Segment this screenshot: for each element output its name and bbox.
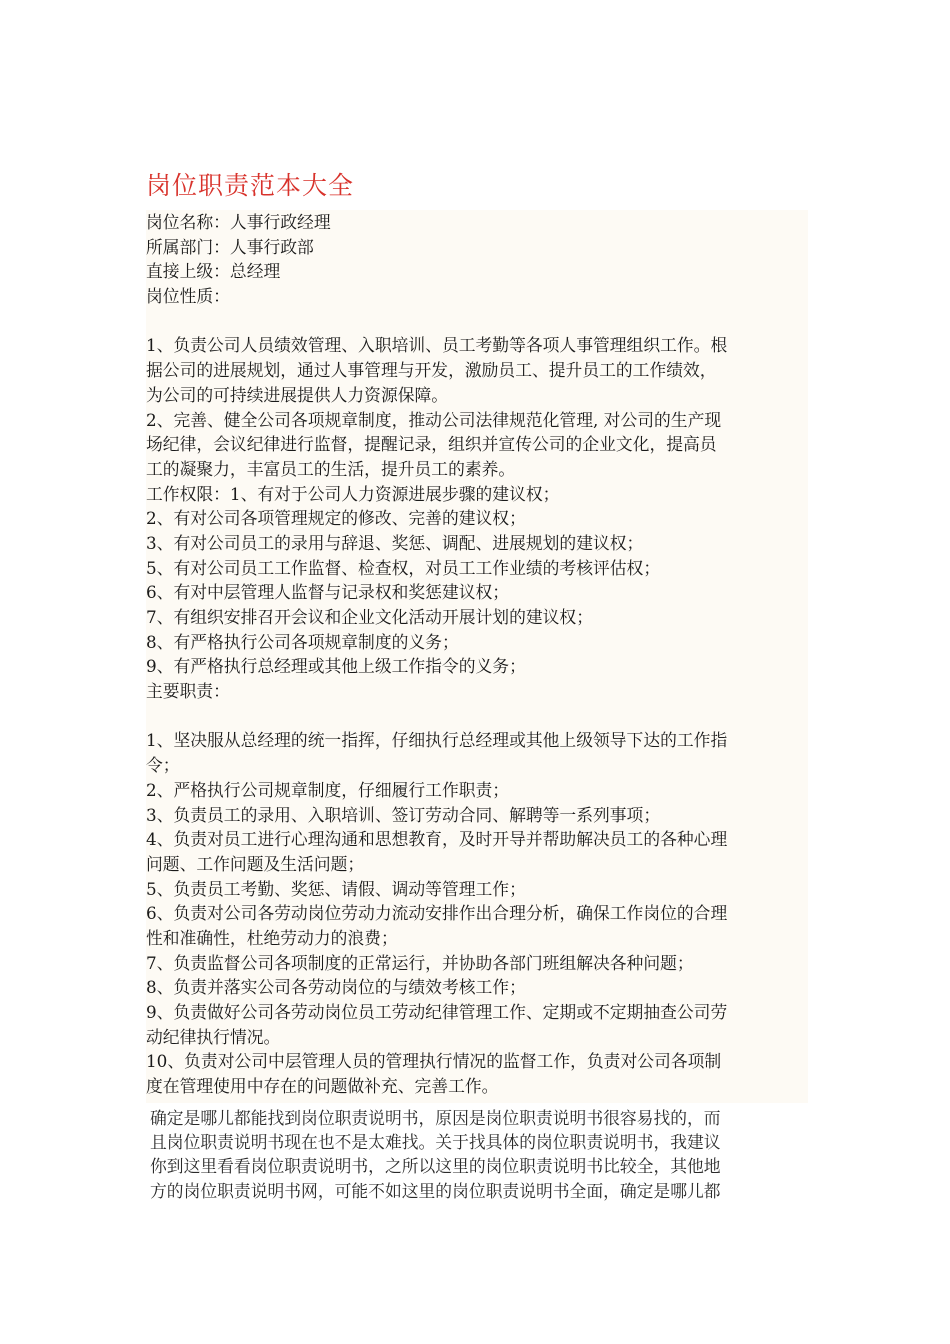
body-line: 9、负责做好公司各劳动岗位员工劳动纪律管理工作、定期或不定期抽查公司劳 xyxy=(146,1002,728,1022)
blank-line xyxy=(146,704,808,729)
document-title: 岗位职责范本大全 xyxy=(146,171,355,200)
footer-line: 确定是哪儿都能找到岗位职责说明书，原因是岗位职责说明书很容易找的，而 xyxy=(150,1108,721,1128)
body-line: 2、完善、健全公司各项规章制度，推动公司法律规范化管理, 对公司的生产现 xyxy=(146,409,722,430)
body-line: 主要职责： xyxy=(146,681,230,702)
body-line: 5、有对公司员工工作监督、检查权，对员工工作业绩的考核评估权； xyxy=(146,557,661,578)
body-line: 工的凝聚力，丰富员工的生活，提升员工的素养。 xyxy=(146,458,516,479)
body-line: 8、负责并落实公司各劳动岗位的与绩效考核工作； xyxy=(146,977,526,998)
body-line: 1、坚决服从总经理的统一指挥，仔细执行总经理或其他上级领导下达的工作指 xyxy=(146,730,728,751)
body-line: 性和准确性，杜绝劳动力的浪费； xyxy=(146,927,398,948)
body-line: 6、有对中层管理人监督与记录权和奖惩建议权； xyxy=(146,582,510,603)
document-body xyxy=(146,210,808,1103)
body-line: 场纪律，会议纪律进行监督，提醒记录，组织并宣传公司的企业文化，提高员 xyxy=(146,434,717,455)
body-line: 工作权限：1、有对于公司人力资源进展步骤的建议权； xyxy=(146,483,560,504)
document-footer-paragraph xyxy=(146,1106,808,1203)
body-line: 1、负责公司人员绩效管理、入职培训、员工考勤等各项人事管理组织工作。根 xyxy=(146,335,728,356)
body-line: 8、有严格执行公司各项规章制度的义务； xyxy=(146,631,459,652)
body-line: 动纪律执行情况。 xyxy=(146,1026,281,1047)
body-line: 7、有组织安排召开会议和企业文化活动开展计划的建议权； xyxy=(146,607,593,627)
body-line: 所属部门：人事行政部 xyxy=(146,236,314,257)
body-line: 10、负责对公司中层管理人员的管理执行情况的监督工作，负责对公司各项制 xyxy=(146,1051,722,1072)
body-line: 3、负责员工的录用、入职培训、签订劳动合同、解聘等一系列事项； xyxy=(146,804,661,825)
body-line: 2、有对公司各项管理规定的修改、完善的建议权； xyxy=(146,508,526,529)
body-line: 据公司的进展规划，通过人事管理与开发，激励员工、提升员工的工作绩效， xyxy=(146,360,717,381)
body-line: 3、有对公司员工的录用与辞退、奖惩、调配、进展规划的建议权； xyxy=(146,532,644,553)
footer-line: 且岗位职责说明书现在也不是太难找。关于找具体的岗位职责说明书，我建议 xyxy=(150,1132,721,1153)
body-line: 岗位性质： xyxy=(146,286,230,307)
footer-line: 你到这里看看岗位职责说明书，之所以这里的岗位职责说明书比较全，其他地 xyxy=(150,1156,721,1177)
body-line: 2、严格执行公司规章制度，仔细履行工作职责； xyxy=(146,779,510,800)
body-line: 9、有严格执行总经理或其他上级工作指令的义务； xyxy=(146,656,526,677)
body-line: 4、负责对员工进行心理沟通和思想教育，及时开导并帮助解决员工的各种心理 xyxy=(146,829,728,850)
body-line: 直接上级：总经理 xyxy=(146,261,281,282)
body-line: 问题、工作问题及生活问题； xyxy=(146,853,365,874)
body-line: 为公司的可持续进展提供人力资源保障。 xyxy=(146,384,449,405)
body-line: 度在管理使用中存在的问题做补充、完善工作。 xyxy=(146,1076,499,1097)
body-line: 5、负责员工考勤、奖惩、请假、调动等管理工作； xyxy=(146,878,526,899)
body-line: 岗位名称：人事行政经理 xyxy=(146,212,331,232)
blank-line xyxy=(146,309,808,334)
body-line: 7、负责监督公司各项制度的正常运行，并协助各部门班组解决各种问题； xyxy=(146,952,694,973)
footer-line: 方的岗位职责说明书网，可能不如这里的岗位职责说明书全面，确定是哪儿都 xyxy=(150,1180,721,1201)
body-line: 6、负责对公司各劳动岗位劳动力流动安排作出合理分析，确保工作岗位的合理 xyxy=(146,903,728,924)
body-line: 令； xyxy=(146,755,180,776)
